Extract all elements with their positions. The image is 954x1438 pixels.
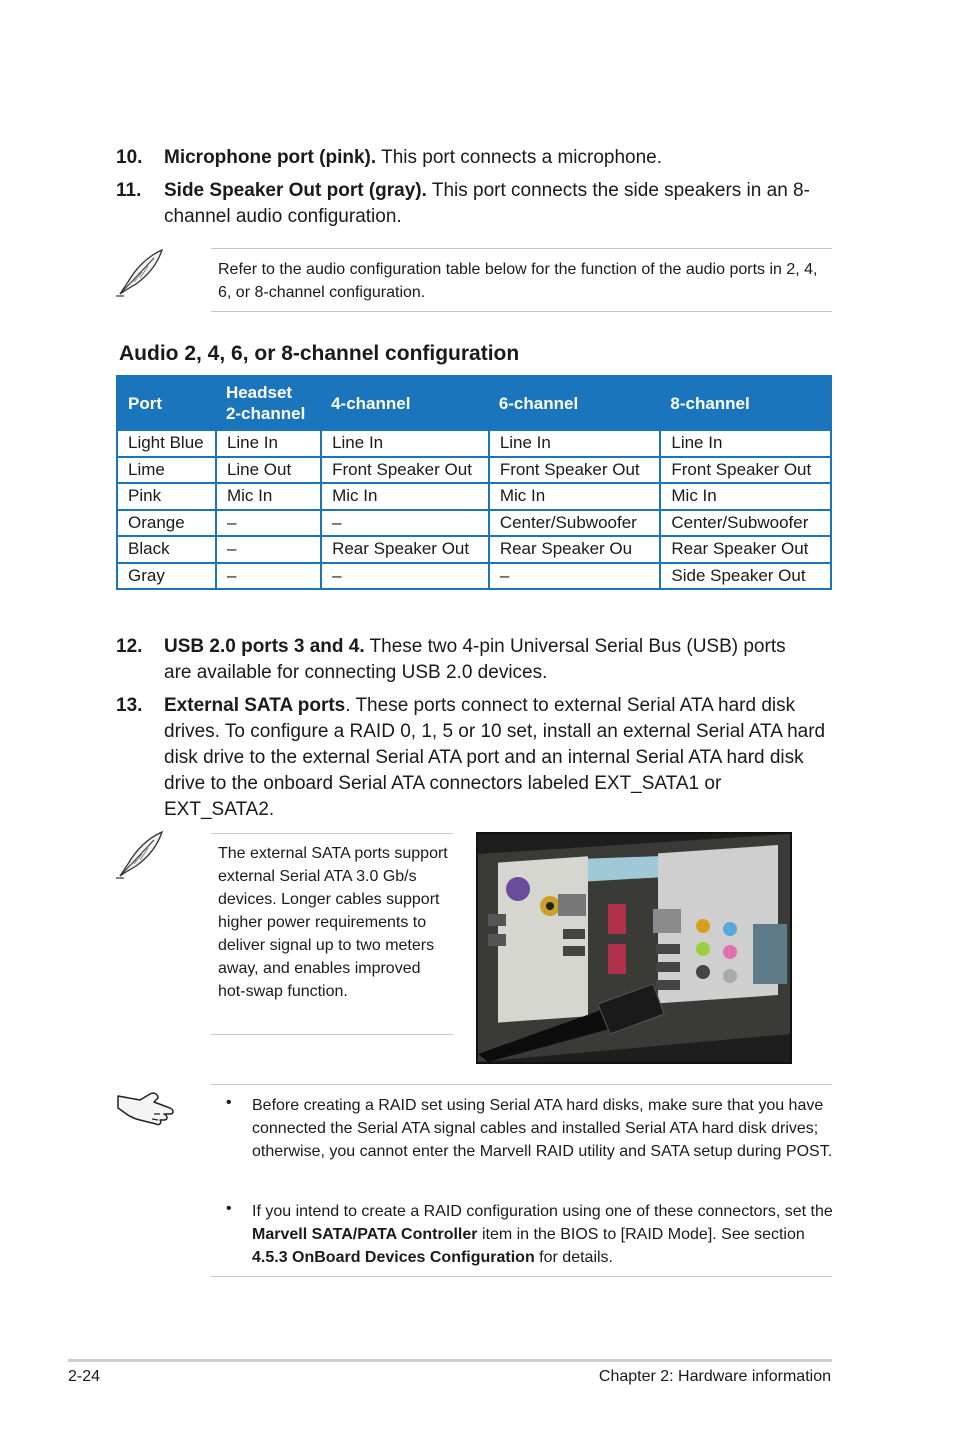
table-row: [117, 563, 831, 590]
table-cell: Side Speaker Out: [660, 563, 831, 590]
table-cell: Mic In: [216, 483, 321, 510]
rear-io-photo-illustration: [478, 834, 790, 1062]
table-row: [117, 510, 831, 537]
table-cell: –: [216, 563, 321, 590]
table-row: [117, 483, 831, 510]
pen-icon: [114, 830, 166, 880]
header-6-channel: 6-channel: [489, 376, 661, 430]
table-header-row: [117, 376, 831, 430]
table-cell: Mic In: [321, 483, 489, 510]
table-cell: Gray: [117, 563, 216, 590]
item-number: 10.: [116, 147, 143, 168]
table-cell: Pink: [117, 483, 216, 510]
header-2-channel: Headset 2-channel: [216, 376, 321, 430]
table-cell: Light Blue: [117, 430, 216, 457]
note-audio-table: Refer to the audio configuration table below for the function of the audio ports in 2, 4, 6, or 8-channel configuration.: [218, 261, 818, 301]
item-text: USB 2.0 ports 3 and 4. These two 4-pin Universal Serial Bus (USB) ports are available for connecting USB 2.0 devices.: [164, 636, 786, 683]
table-cell: Rear Speaker Out: [321, 536, 489, 563]
table-cell: Line In: [321, 430, 489, 457]
table-cell: Orange: [117, 510, 216, 537]
header-4-channel: 4-channel: [321, 376, 489, 430]
item-number: 13.: [116, 695, 143, 716]
table-row: [117, 457, 831, 484]
warning-top-rule: [211, 1084, 832, 1085]
table-cell: Black: [117, 536, 216, 563]
bullet-marker: •: [226, 1094, 232, 1111]
table-cell: Front Speaker Out: [489, 457, 661, 484]
table-cell: –: [321, 510, 489, 537]
header-8-channel: 8-channel: [660, 376, 831, 430]
warning-bullet-1: Before creating a RAID set using Serial ATA hard disks, make sure that you have connected the Serial ATA signal cables and installed Serial ATA hard disk drives; otherwise, you cannot enter the Marvell RAID utility and SATA setup during POST.: [252, 1097, 833, 1160]
audio-config-table: [116, 375, 832, 590]
table-cell: –: [321, 563, 489, 590]
header-port: Port: [117, 376, 216, 430]
note-bottom-rule: [211, 1034, 453, 1035]
table-cell: Rear Speaker Out: [660, 536, 831, 563]
table-cell: Mic In: [660, 483, 831, 510]
page-number: 2-24: [68, 1368, 101, 1385]
warning-bullet-2: If you intend to create a RAID configuration using one of these connectors, set the Marvell SATA/PATA Controller item in the BIOS to [RAID Mode]. See section 4.5.3 OnBoard Devices Configuration for details.: [252, 1203, 833, 1266]
table-cell: Front Speaker Out: [660, 457, 831, 484]
rear-io-photo: [476, 832, 792, 1064]
table-cell: Front Speaker Out: [321, 457, 489, 484]
table-cell: Lime: [117, 457, 216, 484]
bullet-marker: •: [226, 1200, 232, 1217]
table-cell: –: [216, 510, 321, 537]
warning-bottom-rule: [211, 1276, 832, 1277]
footer-rule: [68, 1359, 832, 1362]
item-number: 11.: [116, 180, 142, 201]
table-cell: Line In: [660, 430, 831, 457]
table-cell: Center/Subwoofer: [660, 510, 831, 537]
table-cell: Rear Speaker Ou: [489, 536, 661, 563]
section-title: Audio 2, 4, 6, or 8-channel configuration: [119, 342, 520, 365]
hand-icon: [114, 1082, 180, 1128]
note-top-rule: [211, 248, 832, 249]
table-cell: Mic In: [489, 483, 661, 510]
table-cell: Center/Subwoofer: [489, 510, 661, 537]
table-row: [117, 430, 831, 457]
note-bottom-rule: [211, 311, 832, 312]
chapter-title: Chapter 2: Hardware information: [598, 1368, 831, 1385]
item-text: Microphone port (pink). This port connects a microphone.: [164, 147, 663, 168]
table-cell: –: [216, 536, 321, 563]
table-row: [117, 536, 831, 563]
note-top-rule: [211, 833, 453, 834]
table-cell: Line In: [489, 430, 661, 457]
table-cell: –: [489, 563, 661, 590]
note-external-sata: The external SATA ports support external Serial ATA 3.0 Gb/s devices. Longer cables support higher power requirements to deliver signal up to two meters away, and enables improved hot-swap function.: [218, 845, 448, 1000]
table-cell: Line Out: [216, 457, 321, 484]
table-cell: Line In: [216, 430, 321, 457]
item-number: 12.: [116, 636, 143, 657]
pen-icon: [114, 248, 166, 298]
item-text: Side Speaker Out port (gray). This port connects the side speakers in an 8-channel audio configuration.: [164, 180, 810, 227]
item-text: External SATA ports. These ports connect to external Serial ATA hard disk drives. To configure a RAID 0, 1, 5 or 10 set, install an external Serial ATA hard disk drive to the external Serial ATA port and an internal Serial ATA hard disk drive to the onboard Serial ATA connectors labeled EXT_SATA1 or EXT_SATA2.: [164, 695, 826, 820]
